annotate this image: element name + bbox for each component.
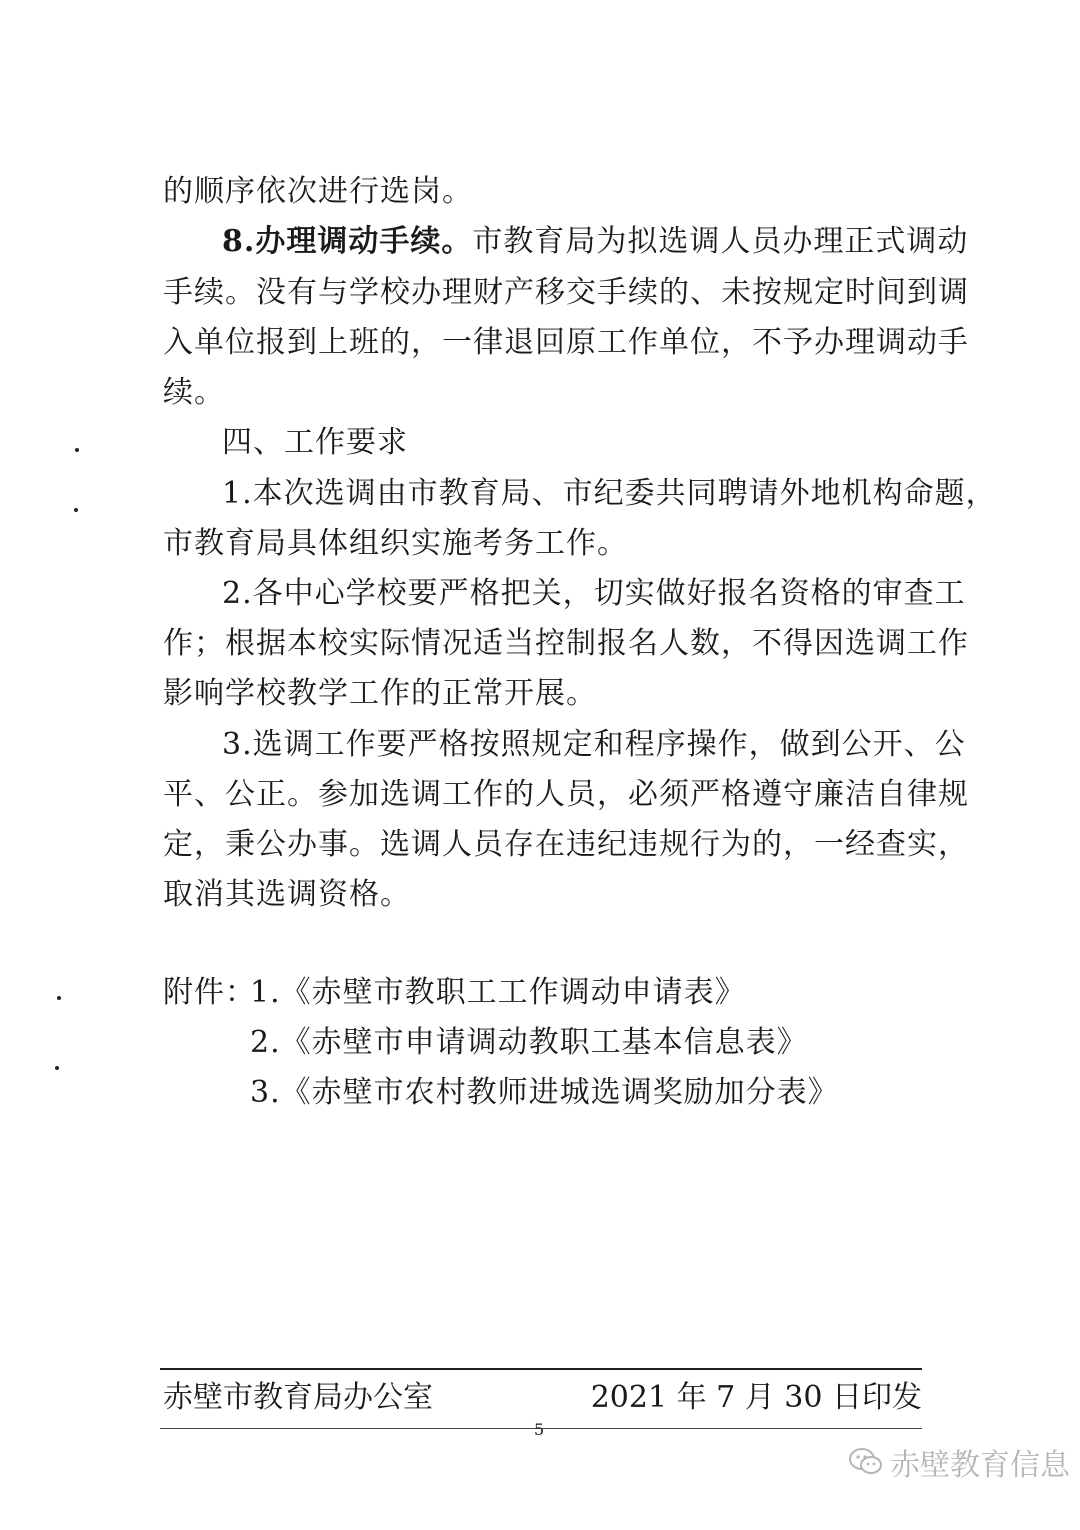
attachments-label: 附件： (163, 975, 256, 1010)
text-line: 取消其选调资格。 (163, 877, 411, 912)
attachment-item: 2.《赤壁市申请调动教职工基本信息表》 (250, 1025, 808, 1060)
watermark-text: 赤壁教育信息 (890, 1448, 1070, 1483)
footer-office: 赤壁市教育局办公室 (163, 1380, 433, 1415)
scan-mark (57, 996, 61, 1000)
text-line: 市教育局具体组织实施考务工作。 (163, 526, 628, 561)
scan-mark (74, 508, 78, 512)
attachment-item: 1.《赤壁市教职工工作调动申请表》 (250, 975, 746, 1010)
scan-mark (75, 448, 79, 452)
item-8-text: 市教育局为拟选调人员办理正式调动 (472, 224, 969, 259)
text-line: 作；根据本校实际情况适当控制报名人数，不得因选调工作 (163, 626, 969, 661)
text-line: 影响学校教学工作的正常开展。 (163, 676, 597, 711)
watermark (848, 1440, 1070, 1484)
text-line: 的顺序依次进行选岗。 (163, 174, 473, 209)
page-number: 5 (534, 1420, 545, 1439)
footer-date: 2021 年 7 月 30 日印发 (590, 1380, 922, 1415)
text-line: 续。 (163, 375, 225, 410)
scan-mark (55, 1066, 59, 1070)
text-line: 2.各中心学校要严格把关，切实做好报名资格的审查工 (222, 576, 966, 611)
attachment-item: 3.《赤壁市农村教师进城选调奖励加分表》 (250, 1075, 839, 1110)
text-line: 手续。没有与学校办理财产移交手续的、未按规定时间到调 (163, 275, 969, 310)
section-heading: 四、工作要求 (222, 425, 408, 460)
item-8 (222, 222, 968, 262)
wechat-icon (848, 1446, 884, 1478)
item-8-title: 8.办理调动手续。 (222, 224, 473, 259)
text-line: 平、公正。参加选调工作的人员，必须严格遵守廉洁自律规 (163, 777, 969, 812)
text-line: 定，秉公办事。选调人员存在违纪违规行为的，一经查实， (163, 827, 969, 862)
text-line: 入单位报到上班的，一律退回原工作单位，不予办理调动手 (163, 325, 969, 360)
footer-rule-top (160, 1368, 922, 1370)
text-line: 1.本次选调由市教育局、市纪委共同聘请外地机构命题， (222, 476, 997, 511)
text-line: 3.选调工作要严格按照规定和程序操作，做到公开、公 (222, 727, 966, 762)
